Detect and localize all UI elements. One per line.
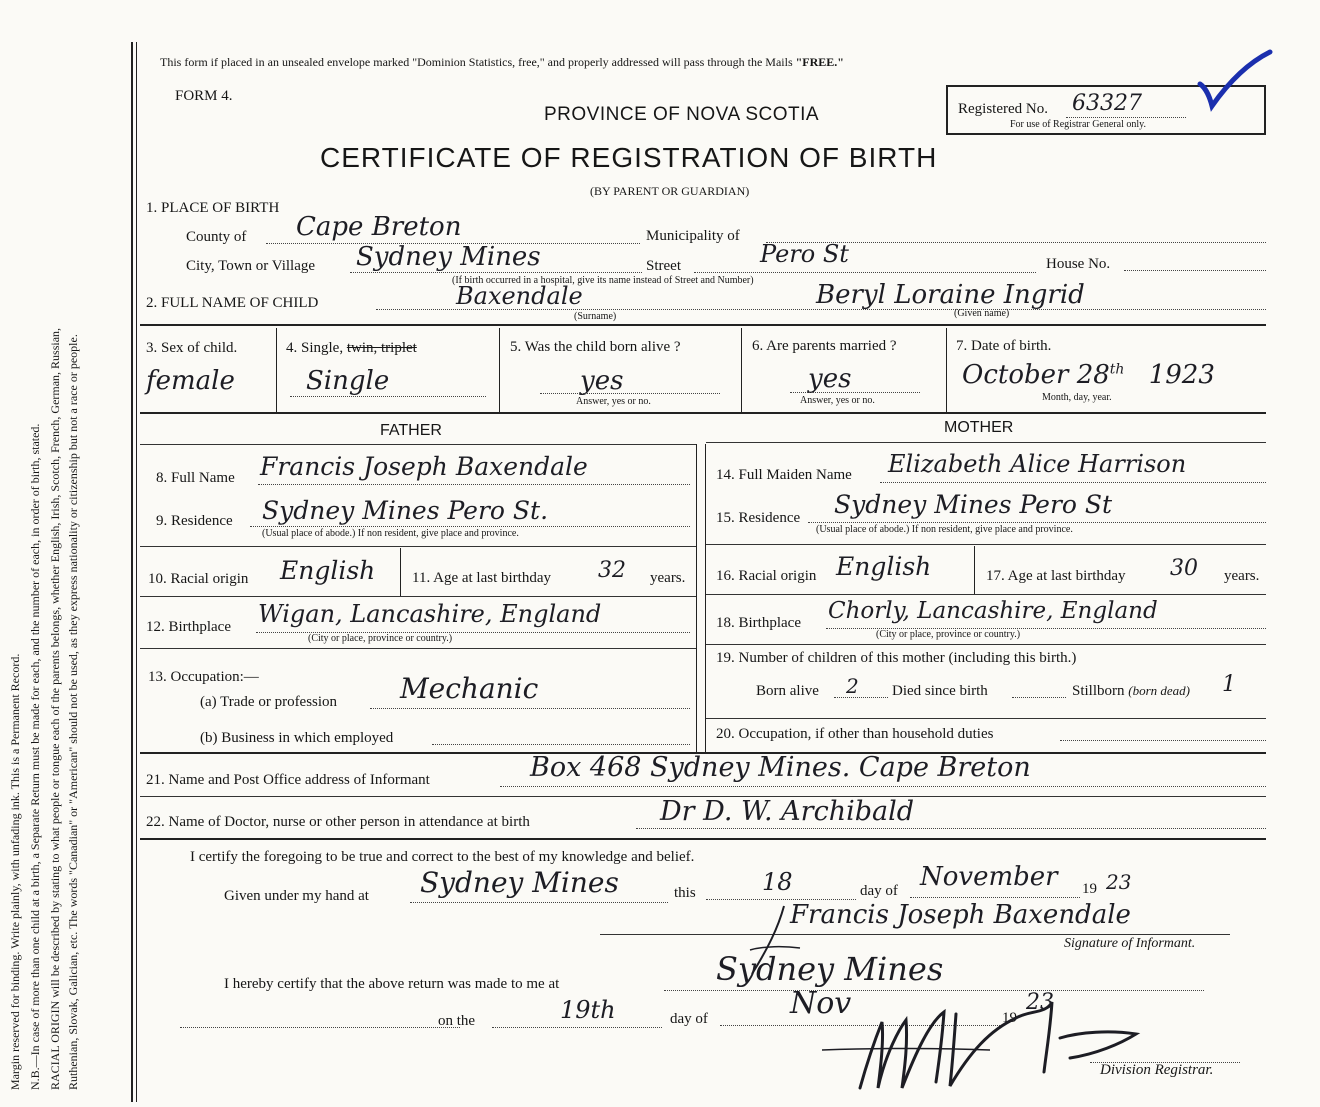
father-residence-label: 9. Residence (156, 513, 233, 529)
mother-occupation-label: 20. Occupation, if other than household duties (716, 726, 994, 742)
given-place-line (410, 902, 668, 903)
county-value: Cape Breton (296, 212, 462, 242)
registrar-place-value: Sydney Mines (716, 950, 944, 988)
stillborn-text: Stillborn (1072, 683, 1125, 699)
col-divider-2 (499, 328, 500, 412)
registrar-year-printed: 19 (1002, 1010, 1017, 1026)
year-value: 23 (1106, 870, 1132, 894)
mother-race-divider (974, 546, 975, 594)
city-label: City, Town or Village (186, 258, 316, 274)
dob-caption: Month, day, year. (1042, 392, 1112, 403)
dob-value (962, 360, 1215, 390)
registrar-day-value: 19th (560, 996, 616, 1024)
father-race-label: 10. Racial origin (148, 571, 249, 587)
margin-note-4: Ruthenian, Slovak, Galician, etc. The words "Canadian" or "American" should not be used, as they express nationality or citizenship but not a race or people. (66, 334, 80, 1090)
single-label-text: 4. Single, (286, 340, 344, 356)
child-surname-value: Baxendale (456, 282, 583, 310)
born-alive-label: Born alive (756, 683, 819, 699)
signature-informant-label: Signature of Informant. (1064, 936, 1196, 951)
mother-name-line (880, 482, 1266, 483)
mother-birthplace-label: 18. Birthplace (716, 615, 801, 631)
mother-name-value: Elizabeth Alice Harrison (888, 450, 1187, 478)
registered-value: 63327 (1072, 91, 1142, 116)
alive-label: 5. Was the child born alive ? (510, 339, 681, 355)
registrar-continuation-line (180, 1027, 460, 1028)
married-line (790, 392, 920, 393)
registrar-month-value: Nov (790, 986, 852, 1021)
father-trade-line (370, 708, 690, 709)
informant-value: Box 468 Sydney Mines. Cape Breton (530, 752, 1031, 783)
mother-occupation-line (1060, 740, 1266, 741)
died-line (1012, 697, 1066, 698)
house-label: House No. (1046, 256, 1111, 272)
doctor-label: 22. Name of Doctor, nurse or other person in attendance at birth (146, 814, 530, 830)
mother-rule-3 (706, 644, 1266, 645)
registrar-place-line (664, 990, 1204, 991)
city-line (350, 272, 642, 273)
alive-line (540, 393, 720, 394)
father-business-label: (b) Business in which employed (200, 730, 394, 746)
father-trade-value: Mechanic (400, 672, 539, 705)
father-heading: FATHER (380, 422, 442, 439)
street-value: Pero St (760, 240, 849, 268)
father-name-label: 8. Full Name (156, 470, 235, 486)
informant-signature-line (600, 934, 1230, 935)
given-place-value: Sydney Mines (420, 866, 619, 899)
certificate-title: CERTIFICATE OF REGISTRATION OF BIRTH (320, 142, 938, 173)
mail-free: "FREE." (795, 55, 844, 69)
month-value: November (920, 862, 1058, 892)
municipality-label: Municipality of (646, 228, 740, 244)
father-heading-rule (140, 444, 696, 445)
father-trade-label: (a) Trade or profession (200, 694, 338, 710)
father-residence-value: Sydney Mines Pero St. (262, 496, 549, 525)
mother-residence-caption: (Usual place of abode.) If non resident, give place and province. (816, 524, 1073, 535)
registered-label: Registered No. (958, 101, 1048, 117)
mother-rule-1 (706, 544, 1266, 545)
mother-race-value: English (836, 552, 932, 581)
father-rule-1 (140, 546, 696, 547)
alive-value: yes (580, 366, 624, 396)
registrar-statement: I hereby certify that the above return was made to me at (224, 976, 560, 992)
dob-label: 7. Date of birth. (956, 338, 1052, 354)
registrar-note: For use of Registrar General only. (1010, 119, 1146, 130)
father-business-line (432, 744, 690, 745)
dob-month-day: October 28 (962, 360, 1110, 390)
year-printed: 19 (1082, 881, 1097, 897)
col-divider-4 (946, 328, 947, 412)
married-label: 6. Are parents married ? (752, 338, 897, 354)
registrar-year-value: 23 (1026, 990, 1054, 1015)
col-divider-1 (276, 328, 277, 412)
doctor-value: Dr D. W. Archibald (660, 796, 915, 827)
mother-rule-4 (706, 718, 1266, 719)
father-age-label: 11. Age at last birthday (412, 570, 551, 586)
father-occupation-label: 13. Occupation:— (148, 669, 259, 685)
margin-rule (131, 42, 133, 1102)
single-line (290, 396, 486, 397)
father-rule-2 (140, 596, 696, 597)
mother-residence-label: 15. Residence (716, 510, 801, 526)
house-line (1124, 270, 1266, 271)
form-number: FORM 4. (175, 88, 233, 104)
informant-signature: Francis Joseph Baxendale (790, 900, 1131, 930)
certify-statement: I certify the foregoing to be true and correct to the best of my knowledge and belief. (190, 849, 695, 865)
margin-note-3: RACIAL ORIGIN will be described by stating to what people or tongue each of the parents belongs, whether English, Irish, Scotch, French, German, Russian, (48, 327, 62, 1090)
stillborn-label (1072, 683, 1190, 700)
place-of-birth-heading: 1. PLACE OF BIRTH (146, 200, 280, 216)
mother-age-value: 30 (1170, 556, 1198, 581)
informant-line (500, 786, 1266, 787)
on-the-label: on the (438, 1013, 476, 1029)
born-alive-line (834, 697, 888, 698)
father-age-unit: years. (650, 570, 686, 586)
dob-suffix: th (1109, 361, 1125, 378)
mother-age-label: 17. Age at last birthday (986, 568, 1126, 584)
mother-residence-line (808, 522, 1266, 523)
mother-rule-2 (706, 594, 1266, 595)
father-birthplace-value: Wigan, Lancashire, England (258, 600, 602, 628)
mother-residence-value: Sydney Mines Pero St (834, 490, 1113, 519)
mother-race-label: 16. Racial origin (716, 568, 817, 584)
division-registrar-label: Division Registrar. (1100, 1062, 1214, 1078)
born-alive-value: 2 (846, 674, 859, 698)
stillborn-note: (born dead) (1128, 683, 1191, 698)
single-label (286, 340, 417, 357)
father-residence-caption: (Usual place of abode.) If non resident, give place and province. (262, 528, 519, 539)
parents-divider-2 (705, 444, 706, 752)
parents-divider (696, 444, 697, 752)
mother-heading: MOTHER (944, 419, 1014, 436)
given-caption: (Given name) (954, 308, 1010, 319)
married-value: yes (808, 364, 852, 394)
rule-after-doctor (140, 838, 1266, 840)
given-under-label: Given under my hand at (224, 888, 369, 904)
city-value: Sydney Mines (356, 242, 541, 272)
margin-rule-inner (136, 42, 137, 1102)
registered-line (1066, 117, 1186, 118)
margin-note-1: Margin reserved for binding. Write plainly, with unfading ink. This is a Permanent Record. (8, 653, 22, 1090)
certificate-subtitle: (BY PARENT OR GUARDIAN) (590, 184, 750, 198)
stillborn-value: 1 (1222, 672, 1236, 697)
registrar-day-of-label: day of (670, 1011, 708, 1027)
margin-instructions (8, 50, 81, 1090)
month-line (910, 897, 1080, 898)
registrar-day-line (492, 1027, 662, 1028)
mother-name-label: 14. Full Maiden Name (716, 467, 852, 483)
col-divider-3 (741, 328, 742, 412)
father-age-value: 32 (598, 558, 626, 583)
father-race-divider (400, 548, 401, 596)
twin-triplet-struck: twin, triplet (346, 340, 417, 356)
rule-after-child (140, 412, 1266, 414)
informant-label: 21. Name and Post Office address of Informant (146, 772, 430, 788)
father-birthplace-label: 12. Birthplace (146, 619, 231, 635)
mother-heading-rule (706, 442, 1266, 443)
father-name-value: Francis Joseph Baxendale (260, 452, 588, 481)
province-heading: PROVINCE OF NOVA SCOTIA (544, 104, 820, 125)
father-race-value: English (280, 556, 376, 585)
sex-value: female (146, 366, 235, 396)
mother-birthplace-caption: (City or place, province or country.) (876, 629, 1021, 640)
day-value: 18 (762, 868, 793, 896)
day-of-label: day of (860, 883, 898, 899)
street-label: Street (646, 258, 681, 274)
mother-age-unit: years. (1224, 568, 1260, 584)
father-name-line (258, 484, 690, 485)
street-line (694, 272, 1036, 273)
married-caption: Answer, yes or no. (800, 395, 875, 406)
dob-year: 1923 (1148, 360, 1215, 390)
this-label: this (674, 885, 696, 901)
died-label: Died since birth (892, 683, 988, 699)
single-value: Single (306, 366, 390, 396)
father-rule-3 (140, 648, 696, 649)
mother-children-label: 19. Number of children of this mother (including this birth.) (716, 650, 1077, 666)
surname-caption: (Surname) (574, 311, 617, 322)
father-residence-line (250, 526, 690, 527)
county-label: County of (186, 229, 247, 245)
margin-note-2: N.B.—In case of more than one child at a birth, a Separate Return must be made for each, and the number of each, in order of birth, stated. (28, 423, 42, 1090)
rule-after-name (140, 324, 1266, 326)
doctor-line (636, 828, 1266, 829)
hospital-note: (If birth occurred in a hospital, give its name instead of Street and Number) (452, 275, 754, 286)
check-mark-icon (1196, 46, 1276, 116)
father-birthplace-caption: (City or place, province or country.) (308, 633, 453, 644)
mother-birthplace-value: Chorly, Lancashire, England (828, 598, 1158, 624)
sex-label: 3. Sex of child. (146, 340, 238, 356)
mail-notice-text: This form if placed in an unsealed envelope marked "Dominion Statistics, free," and properly addressed will pass through the Mails (160, 55, 793, 69)
child-name-label: 2. FULL NAME OF CHILD (146, 295, 319, 311)
child-given-value: Beryl Loraine Ingrid (816, 280, 1085, 310)
mail-notice (160, 55, 844, 70)
alive-caption: Answer, yes or no. (576, 396, 651, 407)
